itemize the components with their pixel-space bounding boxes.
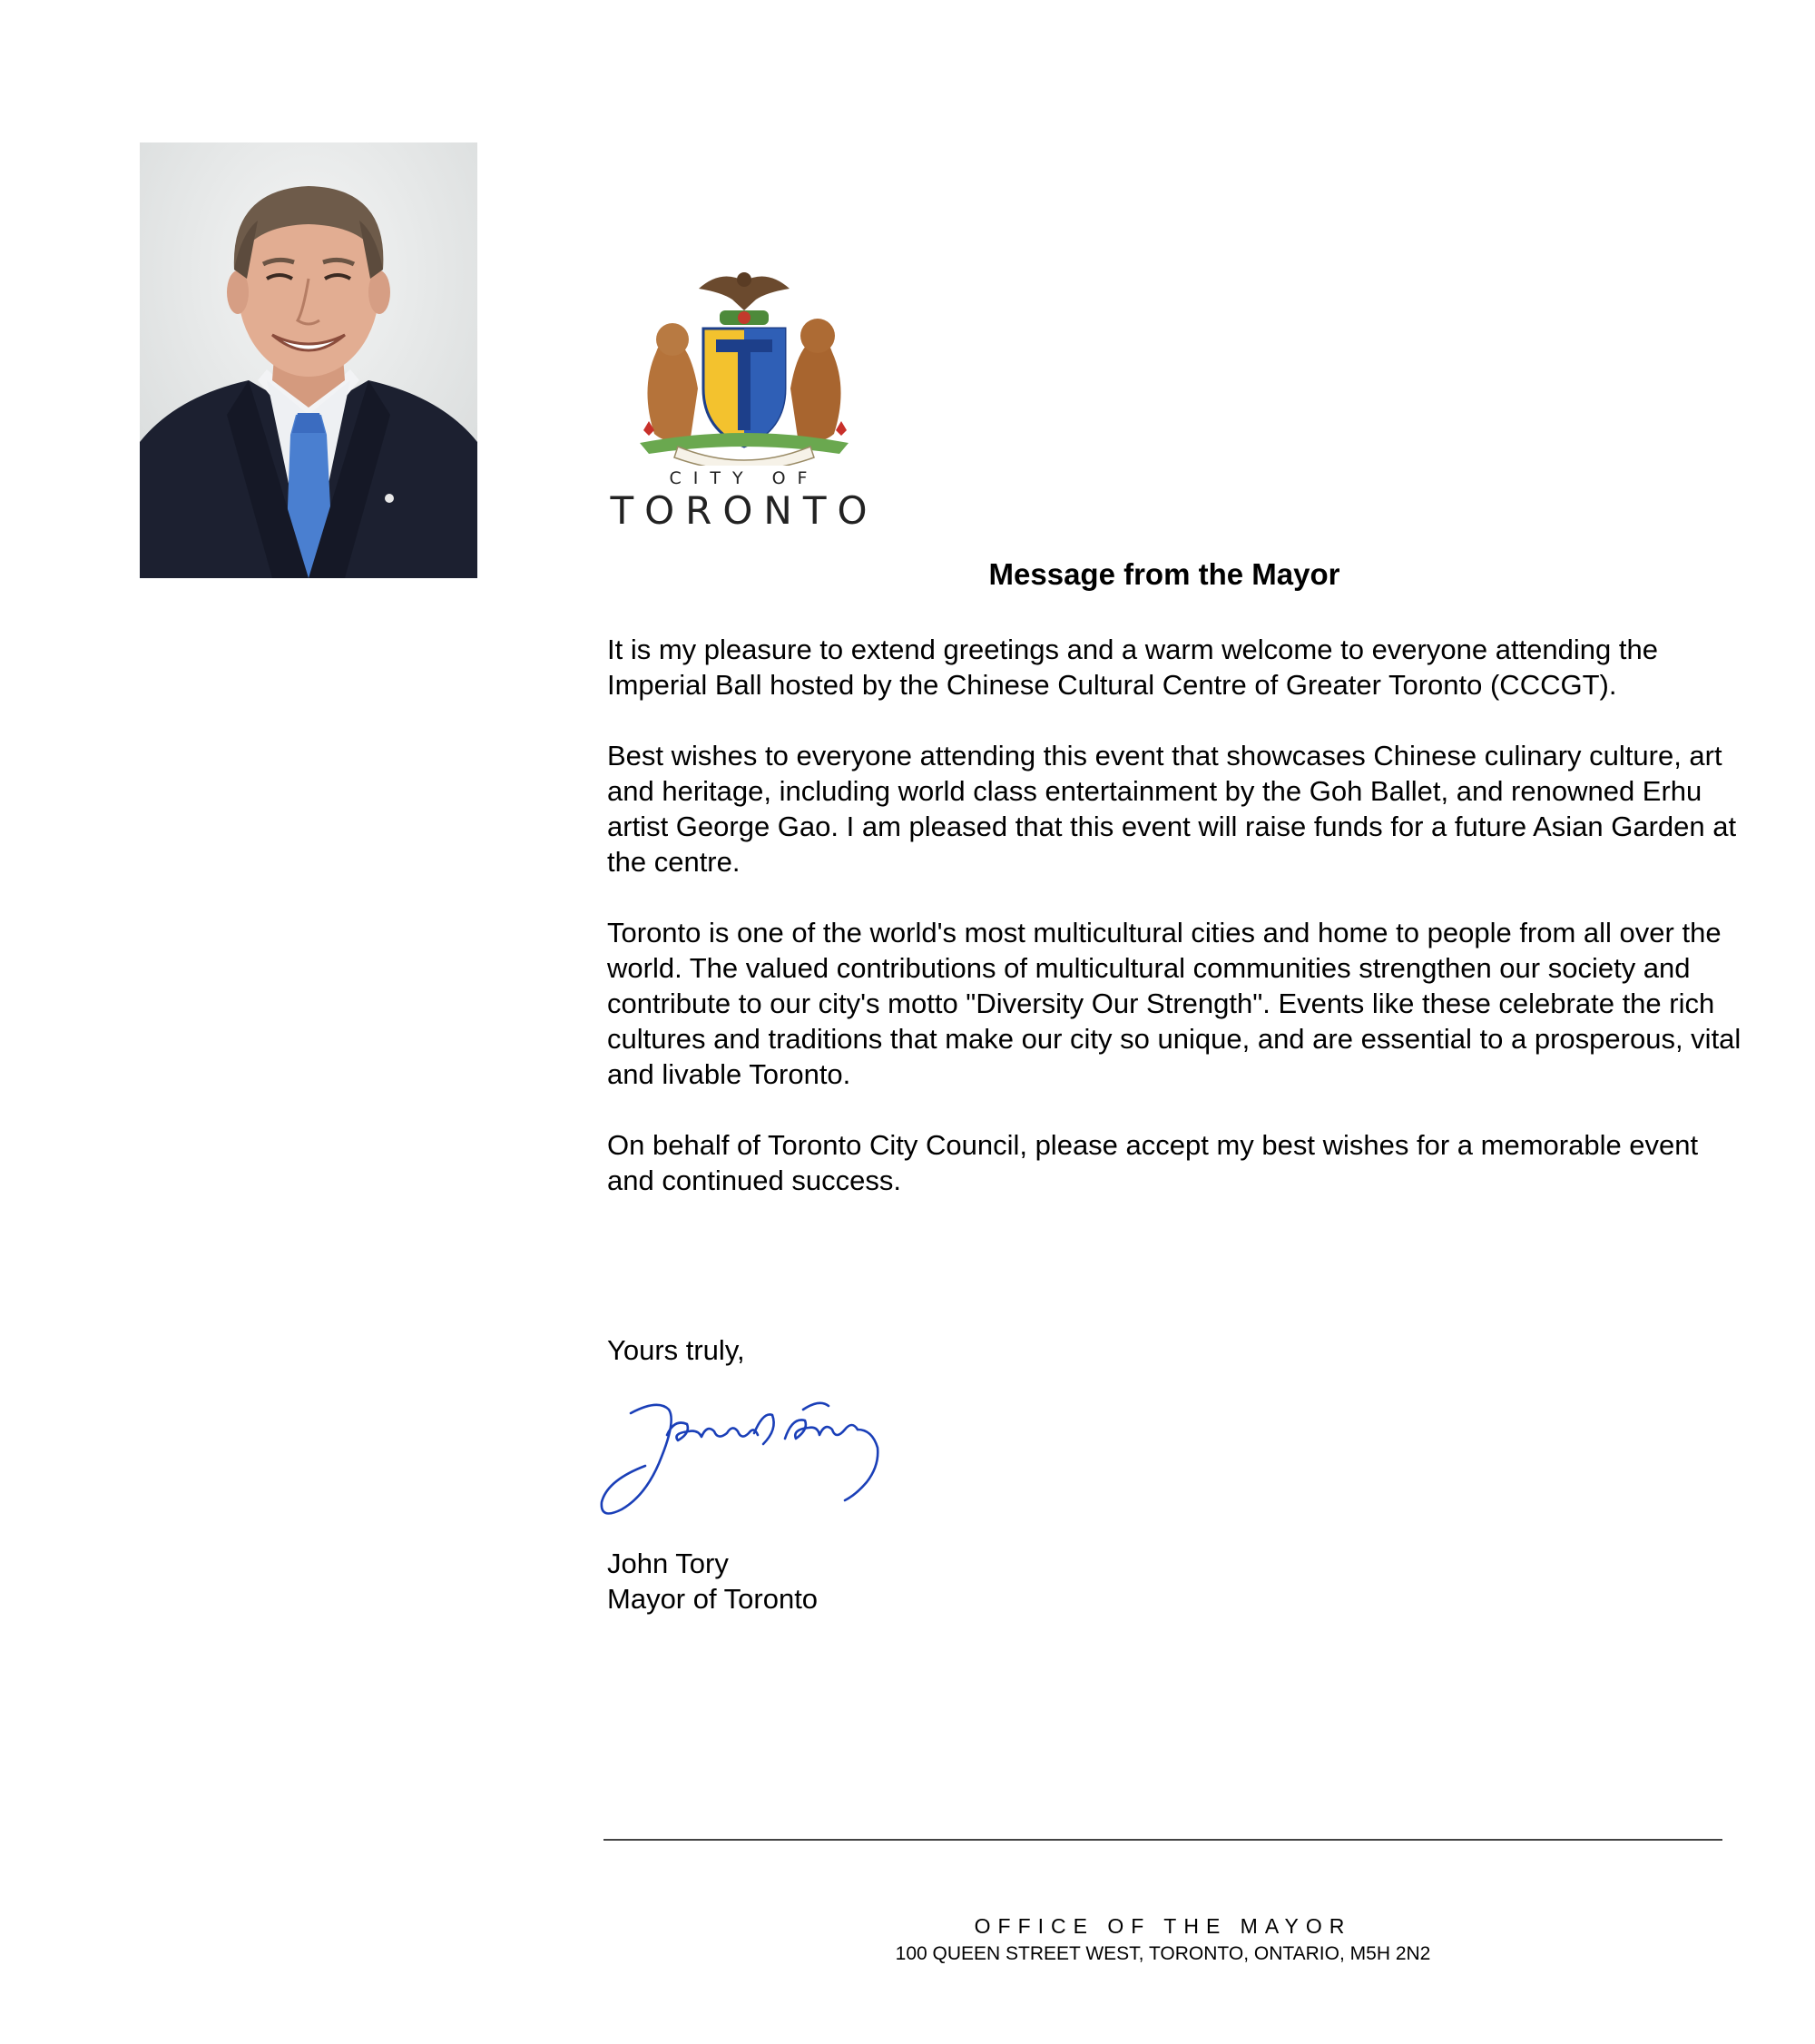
footer-address: 100 QUEEN STREET WEST, TORONTO, ONTARIO, M5H 2N2 (895, 1943, 1431, 1964)
paragraph-council: On behalf of Toronto City Council, please accept my best wishes for a memorable event and continued success. (607, 1129, 1699, 1196)
closing-salutation: Yours truly, (607, 1334, 745, 1366)
city-coat-of-arms-icon (603, 252, 885, 466)
signer-block (607, 1546, 818, 1617)
signer-title: Mayor of Toronto (607, 1583, 819, 1615)
signer-name: John Tory (607, 1548, 729, 1579)
paragraph-greeting: It is my pleasure to extend greetings and a warm welcome to everyone attending the Imperial Ball hosted by the Chinese Cultural Centre of Greater Toronto (CCCGT). (607, 634, 1658, 701)
city-logo (603, 252, 885, 538)
logo-city-label: CITY OF (669, 468, 819, 488)
paragraph-best-wishes: Best wishes to everyone attending this event that showcases Chinese culinary culture, art and heritage, including world class entertainment by the Goh Ballet, and renowned Erhu artist George Gao. I am pleased that this event will raise funds for a future Asian Garden at the centre. (607, 740, 1737, 878)
paragraph-multicultural: Toronto is one of the world's most multicultural cities and home to people from all over the world. The valued contributions of multicultural communities strengthen our society and contribute to our city's motto "Diversity Our Strength". Events like these celebrate the rich cultures and traditions that make our city so unique, and are essential to a prosperous, vital and livable Toronto. (607, 917, 1741, 1090)
footer-divider (603, 1839, 1722, 1841)
logo-toronto-label: TORONTO (610, 488, 878, 533)
letter-body (607, 632, 1741, 1233)
handwritten-signature-icon (594, 1393, 930, 1520)
letter-heading: Message from the Mayor (988, 557, 1340, 591)
mayor-portrait-icon (140, 142, 477, 578)
footer-office: OFFICE OF THE MAYOR (974, 1914, 1352, 1938)
